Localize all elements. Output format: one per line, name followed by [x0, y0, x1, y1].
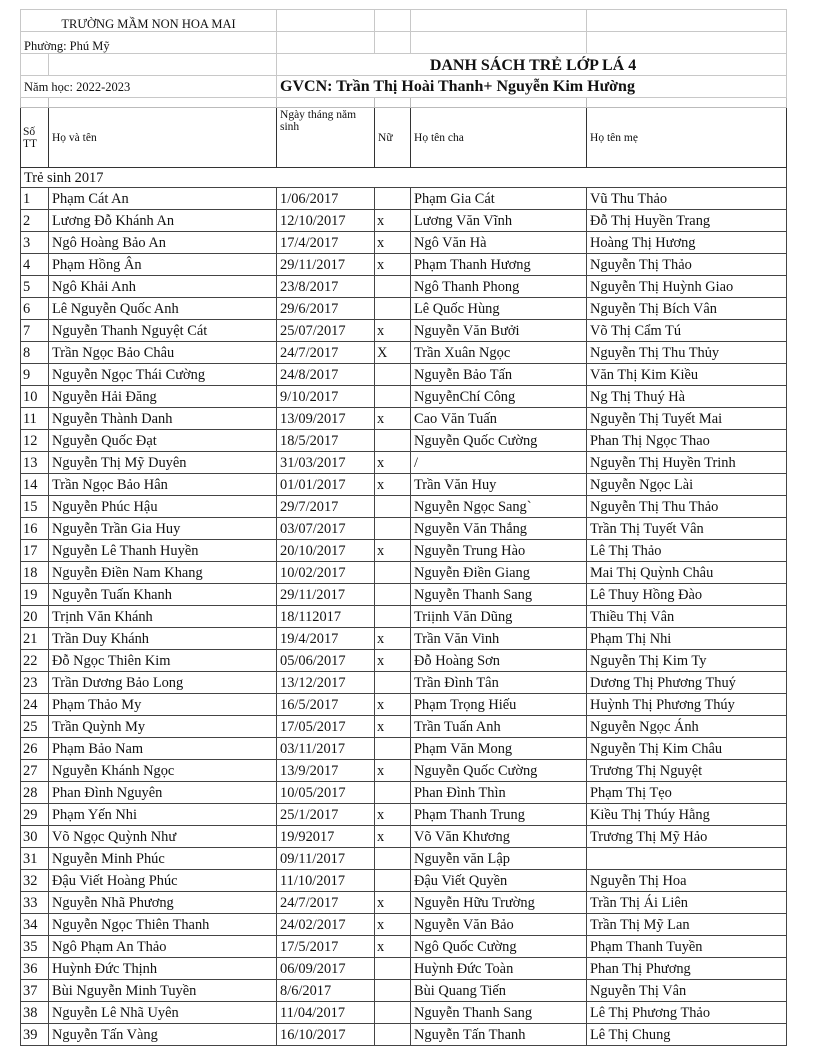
child-name: Nguyễn Trần Gia Huy: [49, 518, 277, 540]
mother-name: Nguyễn Thị Vân: [587, 980, 787, 1002]
row-number: 34: [21, 914, 49, 936]
mother-name: Nguyễn Thị Thu Thủy: [587, 342, 787, 364]
child-name: Phạm Yến Nhi: [49, 804, 277, 826]
child-name: Nguyễn Ngọc Thái Cường: [49, 364, 277, 386]
table-row: [21, 804, 787, 826]
mother-name: Trần Thị Mỹ Lan: [587, 914, 787, 936]
child-name: Nguyễn Thanh Nguyệt Cát: [49, 320, 277, 342]
child-name: Phạm Cát An: [49, 188, 277, 210]
child-name: Nguyễn Hải Đăng: [49, 386, 277, 408]
table-row: [21, 826, 787, 848]
row-number: 32: [21, 870, 49, 892]
female-mark: x: [375, 892, 411, 914]
mother-name: Trần Thị Ái Liên: [587, 892, 787, 914]
mother-name: Nguyễn Thị Tuyết Mai: [587, 408, 787, 430]
father-name: Triịnh Văn Dũng: [411, 606, 587, 628]
female-mark: [375, 958, 411, 980]
child-name: Lê Nguyễn Quốc Anh: [49, 298, 277, 320]
birth-date: 01/01/2017: [277, 474, 375, 496]
table-row: [21, 518, 787, 540]
father-name: Nguyễn Quốc Cường: [411, 430, 587, 452]
father-name: Lương Văn Vĩnh: [411, 210, 587, 232]
birth-date: 18/5/2017: [277, 430, 375, 452]
mother-name: Trần Thị Tuyết Vân: [587, 518, 787, 540]
birth-date: 06/09/2017: [277, 958, 375, 980]
birth-date: 09/11/2017: [277, 848, 375, 870]
table-row: [21, 936, 787, 958]
birth-date: 12/10/2017: [277, 210, 375, 232]
row-number: 27: [21, 760, 49, 782]
mother-name: Nguyễn Thị Hoa: [587, 870, 787, 892]
father-name: Nguyễn Tấn Thanh: [411, 1024, 587, 1046]
mother-name: Nguyễn Thị Thảo: [587, 254, 787, 276]
child-name: Nguyễn Minh Phúc: [49, 848, 277, 870]
table-row: [21, 342, 787, 364]
col-name: Họ và tên: [49, 108, 277, 168]
child-name: Nguyễn Điền Nam Khang: [49, 562, 277, 584]
female-mark: [375, 298, 411, 320]
mother-name: Trương Thị Mỹ Hảo: [587, 826, 787, 848]
birth-date: 17/4/2017: [277, 232, 375, 254]
row-number: 6: [21, 298, 49, 320]
class-list-sheet: [20, 9, 786, 1046]
female-mark: x: [375, 474, 411, 496]
father-name: Nguyễn Bảo Tấn: [411, 364, 587, 386]
birth-date: 17/5/2017: [277, 936, 375, 958]
father-name: Trần Xuân Ngọc: [411, 342, 587, 364]
table-row: [21, 540, 787, 562]
section-label: Trẻ sinh 2017: [21, 168, 787, 188]
mother-name: Lê Thị Thảo: [587, 540, 787, 562]
table-row: [21, 474, 787, 496]
child-name: Nguyễn Tuấn Khanh: [49, 584, 277, 606]
father-name: Nguyễn Văn Thắng: [411, 518, 587, 540]
table-row: [21, 650, 787, 672]
child-name: Trần Quỳnh My: [49, 716, 277, 738]
row-number: 36: [21, 958, 49, 980]
mother-name: Dương Thị Phương Thuý: [587, 672, 787, 694]
father-name: Huỳnh Đức Toàn: [411, 958, 587, 980]
school-name: TRƯỜNG MẦM NON HOA MAI: [21, 10, 277, 32]
female-mark: X: [375, 342, 411, 364]
birth-date: 13/12/2017: [277, 672, 375, 694]
document-title: DANH SÁCH TRẺ LỚP LÁ 4: [277, 54, 787, 76]
father-name: Phan Đình Thìn: [411, 782, 587, 804]
table-row: [21, 738, 787, 760]
father-name: Trần Đình Tân: [411, 672, 587, 694]
child-name: Nguyễn Quốc Đạt: [49, 430, 277, 452]
row-number: 18: [21, 562, 49, 584]
female-mark: x: [375, 936, 411, 958]
birth-date: 10/05/2017: [277, 782, 375, 804]
father-name: Nguyễn Ngọc Sang`: [411, 496, 587, 518]
father-name: Nguyễn Văn Bưởi: [411, 320, 587, 342]
birth-date: 29/6/2017: [277, 298, 375, 320]
row-number: 2: [21, 210, 49, 232]
table-row: [21, 1024, 787, 1046]
mother-name: Lê Thuy Hồng Đào: [587, 584, 787, 606]
row-number: 28: [21, 782, 49, 804]
table-row: [21, 584, 787, 606]
table-row: [21, 980, 787, 1002]
birth-date: 8/6/2017: [277, 980, 375, 1002]
row-number: 35: [21, 936, 49, 958]
father-name: Lê Quốc Hùng: [411, 298, 587, 320]
female-mark: [375, 496, 411, 518]
child-name: Võ Ngọc Quỳnh Như: [49, 826, 277, 848]
father-name: Phạm Trọng Hiếu: [411, 694, 587, 716]
father-name: Phạm Thanh Trung: [411, 804, 587, 826]
child-name: Nguyễn Thành Danh: [49, 408, 277, 430]
female-mark: [375, 584, 411, 606]
table-row: [21, 694, 787, 716]
father-name: NguyễnChí Công: [411, 386, 587, 408]
row-number: 21: [21, 628, 49, 650]
table-row: [21, 716, 787, 738]
row-number: 20: [21, 606, 49, 628]
mother-name: Đỗ Thị Huyền Trang: [587, 210, 787, 232]
birth-date: 25/07/2017: [277, 320, 375, 342]
homeroom-teachers: GVCN: Trần Thị Hoài Thanh+ Nguyễn Kim Hường: [277, 76, 787, 98]
birth-date: 16/5/2017: [277, 694, 375, 716]
row-number: 25: [21, 716, 49, 738]
birth-date: 24/8/2017: [277, 364, 375, 386]
school-year: Năm học: 2022-2023: [21, 76, 277, 98]
birth-date: 9/10/2017: [277, 386, 375, 408]
table-row: [21, 320, 787, 342]
father-name: Đậu Viết Quyền: [411, 870, 587, 892]
child-name: Huỳnh Đức Thịnh: [49, 958, 277, 980]
child-name: Nguyễn Tấn Vàng: [49, 1024, 277, 1046]
mother-name: Nguyễn Thị Kim Ty: [587, 650, 787, 672]
child-name: Lương Đỗ Khánh An: [49, 210, 277, 232]
row-number: 15: [21, 496, 49, 518]
mother-name: Phạm Thị Nhi: [587, 628, 787, 650]
table-row: [21, 386, 787, 408]
female-mark: [375, 738, 411, 760]
student-table: [20, 9, 787, 1046]
ward-name: Phường: Phú Mỹ: [21, 32, 277, 54]
row-number: 1: [21, 188, 49, 210]
mother-name: Lê Thị Phương Thảo: [587, 1002, 787, 1024]
mother-name: [587, 848, 787, 870]
row-number: 26: [21, 738, 49, 760]
child-name: Trịnh Văn Khánh: [49, 606, 277, 628]
father-name: Ngô Quốc Cường: [411, 936, 587, 958]
father-name: Trần Tuấn Anh: [411, 716, 587, 738]
row-number: 38: [21, 1002, 49, 1024]
father-name: Phạm Thanh Hương: [411, 254, 587, 276]
father-name: Phạm Gia Cát: [411, 188, 587, 210]
child-name: Nguyễn Phúc Hậu: [49, 496, 277, 518]
father-name: Đỗ Hoàng Sơn: [411, 650, 587, 672]
father-name: Cao Văn Tuấn: [411, 408, 587, 430]
mother-name: Mai Thị Quỳnh Châu: [587, 562, 787, 584]
birth-date: 13/9/2017: [277, 760, 375, 782]
father-name: Nguyễn Văn Bảo: [411, 914, 587, 936]
female-mark: [375, 430, 411, 452]
child-name: Trần Duy Khánh: [49, 628, 277, 650]
female-mark: [375, 562, 411, 584]
birth-date: 05/06/2017: [277, 650, 375, 672]
father-name: Trần Văn Vinh: [411, 628, 587, 650]
mother-name: Huỳnh Thị Phương Thúy: [587, 694, 787, 716]
child-name: Nguyễn Lê Thanh Huyền: [49, 540, 277, 562]
female-mark: [375, 1002, 411, 1024]
female-mark: [375, 870, 411, 892]
table-row: [21, 408, 787, 430]
birth-date: 24/7/2017: [277, 342, 375, 364]
mother-name: Nguyễn Thị Thu Thảo: [587, 496, 787, 518]
child-name: Phạm Bảo Nam: [49, 738, 277, 760]
female-mark: [375, 606, 411, 628]
father-name: Nguyễn Thanh Sang: [411, 1002, 587, 1024]
female-mark: [375, 364, 411, 386]
row-number: 12: [21, 430, 49, 452]
birth-date: 24/02/2017: [277, 914, 375, 936]
female-mark: x: [375, 452, 411, 474]
birth-date: 10/02/2017: [277, 562, 375, 584]
father-name: Nguyễn Điền Giang: [411, 562, 587, 584]
table-row: [21, 958, 787, 980]
child-name: Đỗ Ngọc Thiên Kim: [49, 650, 277, 672]
row-number: 29: [21, 804, 49, 826]
child-name: Trần Ngọc Bảo Châu: [49, 342, 277, 364]
female-mark: x: [375, 826, 411, 848]
row-number: 30: [21, 826, 49, 848]
row-number: 23: [21, 672, 49, 694]
mother-name: Trương Thị Nguyệt: [587, 760, 787, 782]
female-mark: [375, 1024, 411, 1046]
col-father: Họ tên cha: [411, 108, 587, 168]
birth-date: 29/11/2017: [277, 584, 375, 606]
table-row: [21, 1002, 787, 1024]
row-number: 37: [21, 980, 49, 1002]
child-name: Đậu Viết Hoàng Phúc: [49, 870, 277, 892]
table-row: [21, 848, 787, 870]
child-name: Ngô Khải Anh: [49, 276, 277, 298]
mother-name: Hoàng Thị Hương: [587, 232, 787, 254]
female-mark: [375, 672, 411, 694]
female-mark: x: [375, 914, 411, 936]
table-row: [21, 760, 787, 782]
col-female: Nữ: [375, 108, 411, 168]
table-row: [21, 562, 787, 584]
birth-date: 20/10/2017: [277, 540, 375, 562]
child-name: Phạm Thảo My: [49, 694, 277, 716]
row-number: 3: [21, 232, 49, 254]
table-row: [21, 430, 787, 452]
mother-name: Nguyễn Thị Huỳnh Giao: [587, 276, 787, 298]
birth-date: 13/09/2017: [277, 408, 375, 430]
female-mark: [375, 782, 411, 804]
birth-date: 03/11/2017: [277, 738, 375, 760]
child-name: Trần Ngọc Bảo Hân: [49, 474, 277, 496]
child-name: Nguyễn Nhã Phương: [49, 892, 277, 914]
child-name: Trần Dương Bảo Long: [49, 672, 277, 694]
mother-name: Nguyễn Thị Huyền Trinh: [587, 452, 787, 474]
table-row: [21, 870, 787, 892]
mother-name: Kiều Thị Thúy Hằng: [587, 804, 787, 826]
table-row: [21, 672, 787, 694]
mother-name: Phan Thị Ngọc Thao: [587, 430, 787, 452]
birth-date: 25/1/2017: [277, 804, 375, 826]
birth-date: 23/8/2017: [277, 276, 375, 298]
row-number: 16: [21, 518, 49, 540]
table-row: [21, 298, 787, 320]
mother-name: Phạm Thị Tẹo: [587, 782, 787, 804]
table-row: [21, 452, 787, 474]
col-no: Số TT: [21, 108, 49, 168]
row-number: 24: [21, 694, 49, 716]
birth-date: 19/92017: [277, 826, 375, 848]
table-row: [21, 364, 787, 386]
father-name: Ngô Thanh Phong: [411, 276, 587, 298]
child-name: Nguyễn Khánh Ngọc: [49, 760, 277, 782]
row-number: 14: [21, 474, 49, 496]
father-name: Phạm Văn Mong: [411, 738, 587, 760]
table-row: [21, 210, 787, 232]
child-name: Nguyễn Thị Mỹ Duyên: [49, 452, 277, 474]
birth-date: 18/112017: [277, 606, 375, 628]
mother-name: Nguyễn Ngọc Ánh: [587, 716, 787, 738]
father-name: /: [411, 452, 587, 474]
mother-name: Ng Thị Thuý Hà: [587, 386, 787, 408]
mother-name: Nguyễn Thị Bích Vân: [587, 298, 787, 320]
table-row: [21, 188, 787, 210]
female-mark: [375, 276, 411, 298]
child-name: Phạm Hồng Ân: [49, 254, 277, 276]
table-row: [21, 232, 787, 254]
mother-name: Nguyễn Ngọc Lài: [587, 474, 787, 496]
birth-date: 29/11/2017: [277, 254, 375, 276]
row-number: 9: [21, 364, 49, 386]
row-number: 13: [21, 452, 49, 474]
row-number: 4: [21, 254, 49, 276]
female-mark: x: [375, 540, 411, 562]
female-mark: [375, 518, 411, 540]
row-number: 22: [21, 650, 49, 672]
table-row: [21, 628, 787, 650]
row-number: 33: [21, 892, 49, 914]
father-name: Nguyễn Trung Hào: [411, 540, 587, 562]
father-name: Nguyễn văn Lập: [411, 848, 587, 870]
child-name: Nguyễn Lê Nhã Uyên: [49, 1002, 277, 1024]
female-mark: x: [375, 320, 411, 342]
birth-date: 11/04/2017: [277, 1002, 375, 1024]
mother-name: Lê Thị Chung: [587, 1024, 787, 1046]
birth-date: 03/07/2017: [277, 518, 375, 540]
child-name: Ngô Hoàng Bảo An: [49, 232, 277, 254]
child-name: Bùi Nguyễn Minh Tuyền: [49, 980, 277, 1002]
female-mark: [375, 386, 411, 408]
row-number: 31: [21, 848, 49, 870]
mother-name: Vũ Thu Thảo: [587, 188, 787, 210]
birth-date: 1/06/2017: [277, 188, 375, 210]
female-mark: x: [375, 210, 411, 232]
table-row: [21, 892, 787, 914]
female-mark: x: [375, 650, 411, 672]
father-name: Ngô Văn Hà: [411, 232, 587, 254]
mother-name: Văn Thị Kim Kiều: [587, 364, 787, 386]
female-mark: [375, 188, 411, 210]
father-name: Nguyễn Hữu Trường: [411, 892, 587, 914]
birth-date: 29/7/2017: [277, 496, 375, 518]
female-mark: x: [375, 716, 411, 738]
row-number: 10: [21, 386, 49, 408]
birth-date: 19/4/2017: [277, 628, 375, 650]
col-dob: Ngày tháng năm sinh: [277, 108, 375, 168]
female-mark: x: [375, 254, 411, 276]
row-number: 11: [21, 408, 49, 430]
row-number: 8: [21, 342, 49, 364]
female-mark: [375, 980, 411, 1002]
birth-date: 11/10/2017: [277, 870, 375, 892]
father-name: Nguyễn Thanh Sang: [411, 584, 587, 606]
mother-name: Phan Thị Phương: [587, 958, 787, 980]
col-mother: Họ tên mẹ: [587, 108, 787, 168]
female-mark: x: [375, 628, 411, 650]
mother-name: Thiều Thị Vân: [587, 606, 787, 628]
child-name: Ngô Phạm An Thảo: [49, 936, 277, 958]
mother-name: Nguyễn Thị Kim Châu: [587, 738, 787, 760]
table-row: [21, 914, 787, 936]
table-row: [21, 254, 787, 276]
birth-date: 31/03/2017: [277, 452, 375, 474]
table-row: [21, 276, 787, 298]
table-row: [21, 606, 787, 628]
table-row: [21, 782, 787, 804]
female-mark: x: [375, 804, 411, 826]
mother-name: Phạm Thanh Tuyền: [587, 936, 787, 958]
row-number: 5: [21, 276, 49, 298]
birth-date: 17/05/2017: [277, 716, 375, 738]
female-mark: [375, 848, 411, 870]
row-number: 39: [21, 1024, 49, 1046]
father-name: Nguyễn Quốc Cường: [411, 760, 587, 782]
child-name: Nguyễn Ngọc Thiên Thanh: [49, 914, 277, 936]
mother-name: Võ Thị Cẩm Tú: [587, 320, 787, 342]
female-mark: x: [375, 408, 411, 430]
birth-date: 16/10/2017: [277, 1024, 375, 1046]
birth-date: 24/7/2017: [277, 892, 375, 914]
female-mark: x: [375, 232, 411, 254]
father-name: Võ Văn Khương: [411, 826, 587, 848]
table-row: [21, 496, 787, 518]
female-mark: x: [375, 760, 411, 782]
row-number: 19: [21, 584, 49, 606]
father-name: Trần Văn Huy: [411, 474, 587, 496]
female-mark: x: [375, 694, 411, 716]
father-name: Bùi Quang Tiến: [411, 980, 587, 1002]
row-number: 7: [21, 320, 49, 342]
child-name: Phan Đình Nguyên: [49, 782, 277, 804]
row-number: 17: [21, 540, 49, 562]
